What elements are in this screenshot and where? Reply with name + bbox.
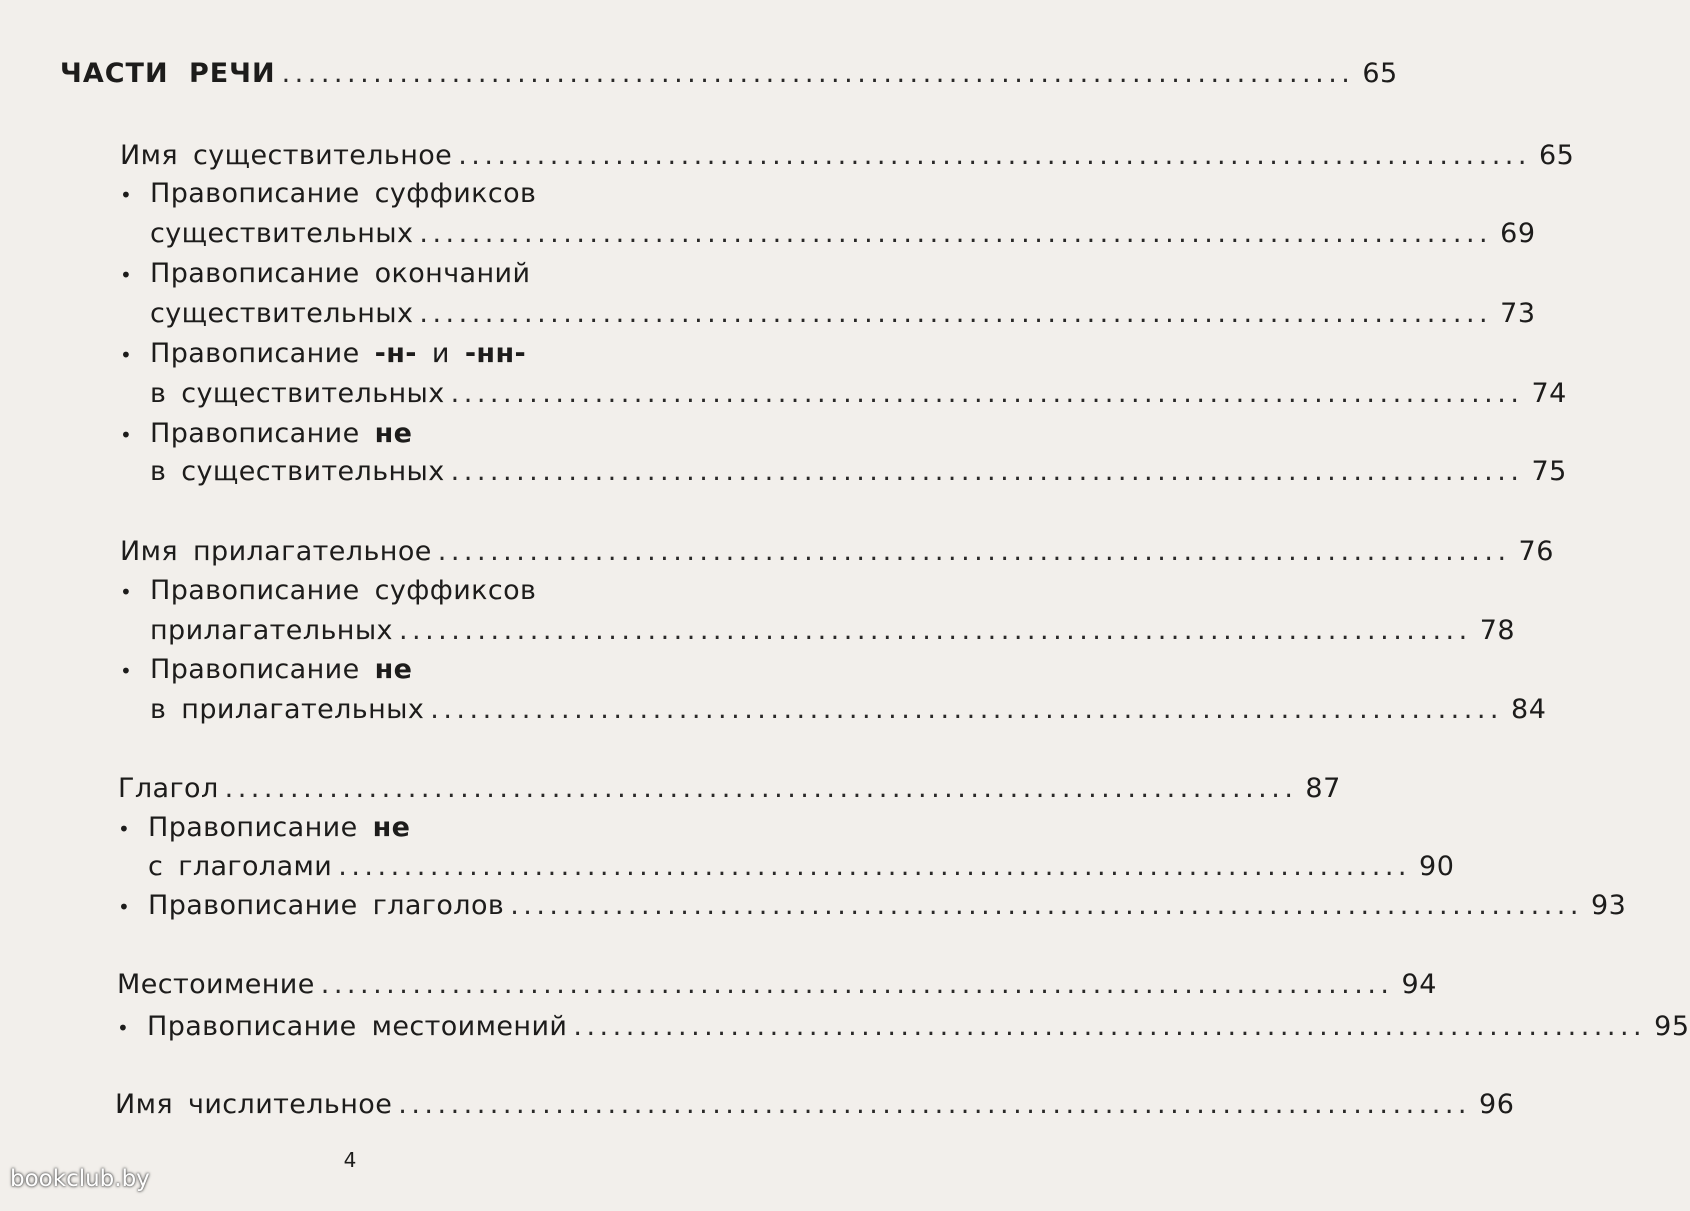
dot-leader: ..................................................................................	[458, 140, 1531, 171]
dot-leader: ..................................................................................	[510, 890, 1583, 921]
page-ref: 65	[1538, 140, 1575, 171]
subentry-line2: прилагательных	[150, 615, 393, 646]
dot-leader: ..................................................................................	[419, 218, 1493, 249]
dot-leader: ..................................................................................	[320, 969, 1394, 1000]
subentry-line1: Правописание не	[150, 654, 413, 685]
toc-entry-numeral[interactable]	[115, 1089, 1515, 1120]
bullet-icon: •	[120, 423, 132, 447]
page-ref: 74	[1531, 378, 1567, 409]
page-ref: 87	[1305, 773, 1341, 804]
watermark: bookclub.by	[10, 1166, 150, 1192]
toc-subentry-verb-spelling[interactable]	[148, 890, 1627, 921]
bullet-icon: •	[118, 817, 130, 841]
dot-leader: ..................................................................................	[281, 58, 1355, 89]
bullet-icon: •	[120, 659, 132, 683]
page-ref: 96	[1479, 1089, 1515, 1120]
bullet-icon: •	[120, 263, 132, 287]
subentry-line2: существительных	[150, 298, 414, 329]
subentry-line2: в существительных	[150, 378, 445, 409]
toc-subentry-verb-ne[interactable]	[148, 851, 1455, 882]
dot-leader: ..................................................................................	[450, 456, 1524, 487]
page-ref: 84	[1511, 694, 1547, 725]
page-ref: 69	[1500, 218, 1536, 249]
entry-title: Имя числительное	[115, 1089, 393, 1120]
page-ref: 93	[1590, 890, 1627, 921]
section-title: ЧАСТИ РЕЧИ	[60, 58, 276, 89]
page-ref: 73	[1500, 298, 1536, 329]
entry-title: Имя существительное	[120, 140, 453, 171]
page-ref: 90	[1419, 851, 1455, 882]
page-number: 4	[343, 1148, 357, 1172]
bullet-icon: •	[120, 343, 132, 367]
toc-section-parts-of-speech[interactable]	[60, 58, 1398, 89]
dot-leader: ..................................................................................	[437, 536, 1511, 567]
toc-entry-pronoun[interactable]	[117, 969, 1437, 1000]
dot-leader: ..................................................................................	[398, 1089, 1472, 1120]
toc-entry-adjective[interactable]	[120, 536, 1554, 567]
toc-subentry-adjective-suffixes[interactable]	[150, 615, 1516, 646]
toc-subentry-noun-endings[interactable]	[150, 298, 1536, 329]
dot-leader: ..................................................................................	[430, 694, 1504, 725]
subentry-line1: Правописание глаголов	[148, 890, 505, 921]
subentry-line1: Правописание не	[148, 812, 411, 843]
entry-title: Глагол	[118, 773, 219, 804]
dot-leader: ..................................................................................	[573, 1011, 1647, 1042]
page-ref: 76	[1518, 536, 1554, 567]
subentry-line2: с глаголами	[148, 851, 333, 882]
page-ref: 65	[1362, 58, 1398, 89]
toc-subentry-pronoun-spelling[interactable]	[147, 1011, 1690, 1042]
page-ref: 95	[1654, 1011, 1690, 1042]
bullet-icon: •	[120, 580, 132, 604]
subentry-line1: Правописание суффиксов	[150, 575, 537, 606]
toc-subentry-noun-n-nn[interactable]	[150, 378, 1567, 409]
entry-title: Местоимение	[117, 969, 315, 1000]
toc-subentry-noun-ne[interactable]	[150, 456, 1567, 487]
subentry-line1: Правописание суффиксов	[150, 178, 537, 209]
subentry-line1: Правописание -н- и -нн-	[150, 338, 527, 369]
dot-leader: ..................................................................................	[398, 615, 1472, 646]
toc-subentry-adjective-ne[interactable]	[150, 694, 1547, 725]
dot-leader: ..................................................................................	[224, 773, 1298, 804]
subentry-line2: существительных	[150, 218, 414, 249]
subentry-line2: в существительных	[150, 456, 445, 487]
entry-title: Имя прилагательное	[120, 536, 432, 567]
subentry-line2: в прилагательных	[150, 694, 425, 725]
dot-leader: ..................................................................................	[419, 298, 1493, 329]
toc-entry-verb[interactable]	[118, 773, 1341, 804]
subentry-line1: Правописание не	[150, 418, 413, 449]
dot-leader: ..................................................................................	[450, 378, 1524, 409]
dot-leader: ..................................................................................	[338, 851, 1412, 882]
page-ref: 75	[1531, 456, 1567, 487]
bullet-icon: •	[117, 1016, 129, 1040]
page-ref: 94	[1401, 969, 1437, 1000]
bullet-icon: •	[120, 183, 132, 207]
toc-subentry-noun-suffixes[interactable]	[150, 218, 1536, 249]
subentry-line1: Правописание окончаний	[150, 258, 531, 289]
subentry-line1: Правописание местоимений	[147, 1011, 568, 1042]
bullet-icon: •	[118, 895, 130, 919]
toc-entry-noun[interactable]	[120, 140, 1575, 171]
page-ref: 78	[1479, 615, 1516, 646]
